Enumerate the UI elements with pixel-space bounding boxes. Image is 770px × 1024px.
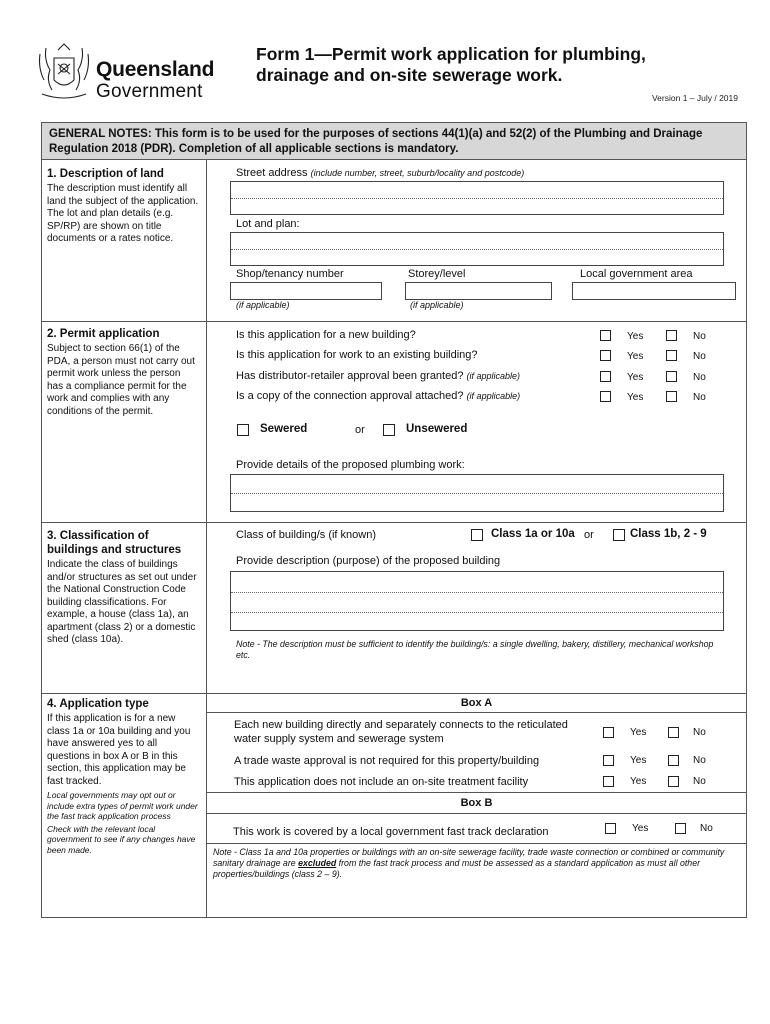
onsite-treatment-yes-checkbox[interactable] — [603, 776, 614, 787]
question-hint: (if applicable) — [466, 371, 521, 381]
local-government-area-label: Local government area — [580, 268, 693, 280]
box-a-question-onsite-treatment: This application does not include an on-site treatment facility — [234, 776, 529, 788]
box-b-question-fast-track: This work is covered by a local government fast track declaration — [233, 826, 549, 838]
sewered-label: Sewered — [260, 423, 308, 435]
question-connection-approval — [236, 390, 520, 402]
field-rule — [231, 612, 723, 613]
connection-approval-yes-checkbox[interactable] — [600, 391, 611, 402]
class-1b-2-9-checkbox[interactable] — [613, 529, 625, 541]
field-rule — [231, 198, 723, 199]
field-rule — [231, 592, 723, 593]
section-4-text: If this application is for a new class 1a or 10a building and you have answered yes to all questions in box A or B in this section, this application may be fast tracked. — [47, 713, 191, 787]
question-existing-building: Is this application for work to an existing building? — [236, 349, 478, 361]
unsewered-checkbox[interactable] — [383, 424, 395, 436]
class-1a-10a-label: Class 1a or 10a — [491, 528, 575, 540]
storey-level-label: Storey/level — [408, 268, 466, 280]
section-2-description — [47, 327, 199, 418]
distributor-approval-no-checkbox[interactable] — [666, 371, 677, 382]
qld-government-logo — [36, 40, 216, 106]
field-rule — [231, 249, 723, 250]
yes-label: Yes — [630, 776, 647, 787]
no-label: No — [693, 372, 706, 383]
plumbing-details-field[interactable] — [230, 474, 724, 512]
class-1b-2-9-label: Class 1b, 2 - 9 — [630, 528, 707, 540]
building-description-field[interactable] — [230, 571, 724, 631]
building-description-note: Note - The description must be sufficient to identify the building/s: a single dwelling, bakery, distillery, mechanical workshop etc. — [236, 639, 714, 660]
form-version: Version 1 – July / 2019 — [651, 93, 738, 103]
section-1-text: The description must identify all land the subject of the application. The lot and plan details (e.g. SP/RP) are shown on title documents or a rates notice. — [47, 183, 199, 244]
section-2-text: Subject to section 66(1) of the PDA, a person must not carry out permit work unless the person has a compliance permit for the work and complies with any conditions of the permit. — [47, 343, 195, 417]
section-2-heading: 2. Permit application — [47, 328, 160, 340]
box-divider — [206, 712, 747, 713]
sewered-or-text: or — [355, 424, 365, 436]
fast-track-no-checkbox[interactable] — [675, 823, 686, 834]
storey-level-field[interactable] — [405, 282, 552, 300]
distributor-approval-yes-checkbox[interactable] — [600, 371, 611, 382]
lot-plan-label: Lot and plan: — [236, 218, 300, 230]
section-1-heading: 1. Description of land — [47, 168, 164, 180]
logo-wordmark-government: Government — [96, 81, 203, 102]
section-divider — [41, 321, 747, 322]
storey-level-hint — [410, 299, 464, 311]
no-label: No — [693, 351, 706, 362]
no-label: No — [693, 776, 706, 787]
fast-track-exclusion-note — [213, 847, 739, 880]
logo-wordmark-queensland: Queensland — [96, 58, 215, 81]
box-divider — [206, 843, 747, 844]
existing-building-yes-checkbox[interactable] — [600, 350, 611, 361]
new-building-no-checkbox[interactable] — [666, 330, 677, 341]
sewered-checkbox[interactable] — [237, 424, 249, 436]
section-1-description — [47, 167, 199, 246]
box-b-heading: Box B — [460, 797, 493, 809]
onsite-treatment-no-checkbox[interactable] — [668, 776, 679, 787]
shop-tenancy-label: Shop/tenancy number — [236, 268, 344, 280]
yes-label: Yes — [630, 755, 647, 766]
lot-plan-field[interactable] — [230, 232, 724, 266]
no-label: No — [693, 331, 706, 342]
existing-building-no-checkbox[interactable] — [666, 350, 677, 361]
note-text: Note - Class 1a and 10a properties or buildings with an on-site sewerage facility, trade waste connection or combined or community sanitary drainage are — [213, 847, 725, 868]
class-of-building-label: Class of building/s (if known) — [236, 529, 377, 541]
connection-approval-no-checkbox[interactable] — [666, 391, 677, 402]
note-text: from the fast track process and must be assessed as a standard application as must all other properties/buildings (class 2 – 9). — [213, 858, 701, 879]
section-4-description — [47, 697, 199, 855]
no-label: No — [693, 727, 706, 738]
field-rule — [231, 493, 723, 494]
note-excluded-emphasis: excluded — [298, 858, 337, 868]
building-description-label: Provide description (purpose) of the proposed building — [236, 555, 501, 567]
street-address-field[interactable] — [230, 181, 724, 215]
storey-hint-text: (if applicable) — [410, 300, 464, 310]
shop-hint-text: (if applicable) — [236, 300, 290, 310]
street-address-label — [236, 167, 524, 179]
local-government-area-field[interactable] — [572, 282, 736, 300]
box-divider — [206, 813, 747, 814]
section-3-heading: 3. Classification of buildings and structures — [47, 530, 182, 556]
box-divider — [206, 792, 747, 793]
coat-of-arms-icon — [36, 40, 92, 102]
box-a-heading: Box A — [460, 697, 493, 709]
section-4-check-note: Check with the relevant local government to see if any changes have been made. — [47, 823, 196, 855]
street-address-label-text: Street address — [236, 167, 308, 179]
plumbing-details-label: Provide details of the proposed plumbing work: — [236, 459, 465, 471]
shop-tenancy-field[interactable] — [230, 282, 382, 300]
trade-waste-yes-checkbox[interactable] — [603, 755, 614, 766]
connects-no-checkbox[interactable] — [668, 727, 679, 738]
yes-label: Yes — [627, 392, 644, 403]
yes-label: Yes — [630, 727, 647, 738]
section-4-opt-out-note: Local governments may opt out or include extra types of permit work under the fast track application process — [47, 790, 198, 821]
section-3-description — [47, 529, 199, 647]
trade-waste-no-checkbox[interactable] — [668, 755, 679, 766]
question-distributor-approval-text: Has distributor-retailer approval been granted? — [236, 370, 464, 382]
no-label: No — [693, 755, 706, 766]
fast-track-yes-checkbox[interactable] — [605, 823, 616, 834]
class-or-text: or — [584, 529, 594, 541]
box-a-question-trade-waste: A trade waste approval is not required for this property/building — [234, 755, 540, 767]
unsewered-label: Unsewered — [406, 423, 468, 435]
yes-label: Yes — [627, 351, 644, 362]
yes-label: Yes — [632, 823, 649, 834]
new-building-yes-checkbox[interactable] — [600, 330, 611, 341]
street-address-hint: (include number, street, suburb/locality and postcode) — [310, 168, 525, 178]
section-3-text: Indicate the class of buildings and/or structures as set out under the National Construction Code building classifications. For example, a house (class 1a), an apartment (class 2) or a domestic shed (class 10a). — [47, 559, 197, 645]
section-divider — [41, 693, 747, 694]
question-connection-approval-text: Is a copy of the connection approval attached? — [236, 390, 464, 402]
question-new-building: Is this application for a new building? — [236, 329, 416, 341]
general-notes: GENERAL NOTES: This form is to be used for the purposes of sections 44(1)(a) and 52(2) of the Plumbing and Drainage Regulation 2018 (PDR). Completion of all applicable sections is mandatory. — [41, 122, 747, 160]
no-label: No — [693, 392, 706, 403]
section-divider — [41, 522, 747, 523]
class-1a-10a-checkbox[interactable] — [471, 529, 483, 541]
form-title: Form 1—Permit work application for plumbing, drainage and on-site sewerage work. — [256, 44, 646, 85]
no-label: No — [700, 823, 713, 834]
yes-label: Yes — [627, 372, 644, 383]
question-hint: (if applicable) — [466, 391, 521, 401]
question-distributor-approval — [236, 370, 520, 382]
section-4-heading: 4. Application type — [47, 698, 149, 710]
box-a-question-connects: Each new building directly and separately connects to the reticulated water supply system and sewerage system — [234, 719, 568, 745]
yes-label: Yes — [627, 331, 644, 342]
connects-yes-checkbox[interactable] — [603, 727, 614, 738]
shop-tenancy-hint — [236, 299, 290, 311]
